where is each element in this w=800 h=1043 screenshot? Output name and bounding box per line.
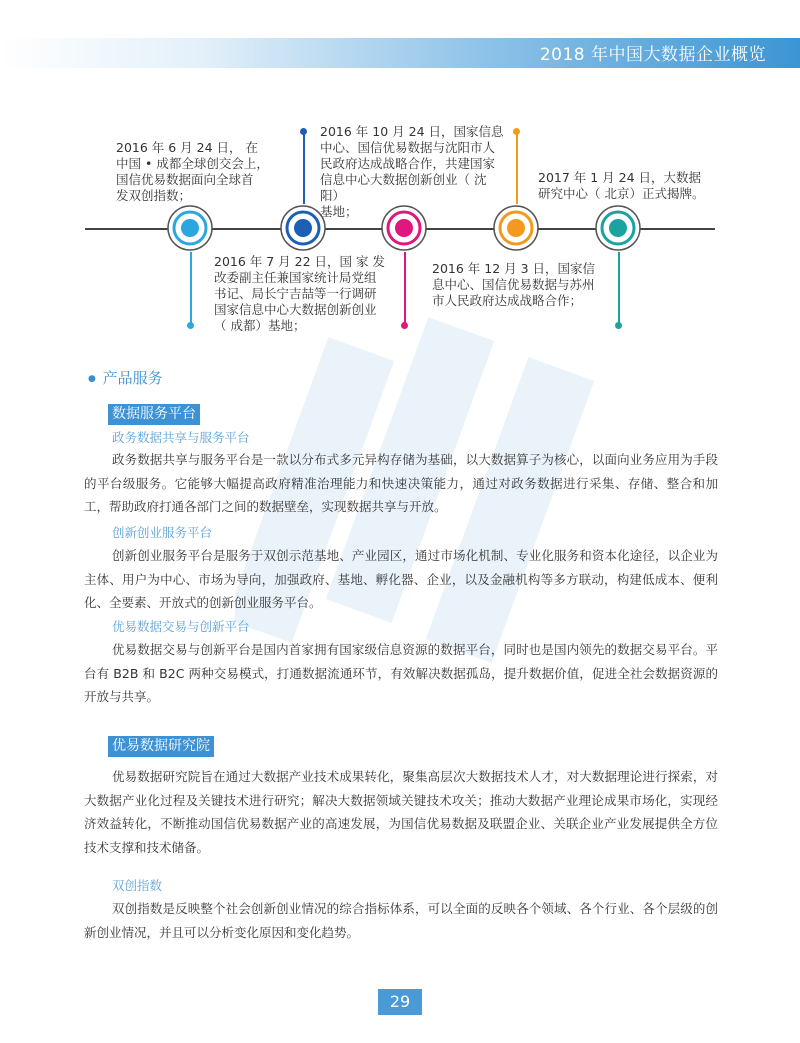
timeline-text-4: 2016 年 12 月 3 日，国家信 息中心、国信优易数据与苏州 市人民政府达成战略合作； [432, 261, 596, 308]
timeline-stem-2 [303, 132, 305, 204]
timeline-text-1: 2016 年 6 月 24 日， 在 中国 • 成都全球创交会上， 国信优易数据面向全球首 发双创指数； [116, 140, 269, 203]
page-number: 29 [378, 989, 422, 1015]
timeline-text-3: 2016 年 10 月 24 日，国家信息 中心、国信优易数据与沈阳市人 民政府达成战略合作，共建国家 信息中心大数据创新创业（ 沈阳） 基地； [320, 124, 504, 219]
para-gov-platform: 政务数据共享与服务平台是一款以分布式多元异构存储为基础，以大数据算子为核心，以面向业务应用为手段的平台级服务。它能够大幅提高政府精准治理能力和快速决策能力，通过对政务数据进行采集、存储、整合和加工，帮助政府打通各部门之间的数据壁垒，实现数据共享与开放。 [84, 452, 718, 514]
subtitle-innovation-platform: 创新创业服务平台 [112, 525, 213, 540]
timeline-dot-4 [513, 128, 520, 135]
timeline-text-5: 2017 年 1 月 24 日，大数据 研究中心（ 北京）正式揭牌。 [538, 170, 705, 201]
subtitle-index: 双创指数 [112, 878, 163, 893]
timeline-dot-2 [300, 128, 307, 135]
subtitle-trade-platform: 优易数据交易与创新平台 [112, 619, 250, 634]
timeline-dot-3 [401, 322, 408, 329]
timeline-node-1-icon [166, 204, 214, 252]
timeline-node-4-icon [492, 204, 540, 252]
para-index: 双创指数是反映整个社会创新创业情况的综合指标体系，可以全面的反映各个领域、各个行业、各个层级的创新创业情况，并且可以分析变化原因和变化趋势。 [84, 901, 718, 940]
section-title-text: 产品服务 [102, 369, 163, 387]
para-institute: 优易数据研究院旨在通过大数据产业技术成果转化，聚集高层次大数据技术人才，对大数据理论进行探索，对大数据产业化过程及关键技术进行研究；解决大数据领域关键技术攻关；推动大数据产业理论成果市场化，实现经济效益转化，不断推动国信优易数据产业的高速发展，为国信优易数据及联盟企业、关联企业产业发展提供全方位技术支撑和技术储备。 [84, 769, 718, 855]
subtitle-gov-platform: 政务数据共享与服务平台 [112, 430, 250, 445]
timeline-stem-3 [404, 252, 406, 324]
timeline-text-2: 2016 年 7 月 22 日，国 家 发 改委副主任兼国家统计局党组 书记、局长宁吉喆等一行调研 国家信息中心大数据创新创业 （ 成都）基地； [214, 254, 385, 333]
tag-data-platform: 数据服务平台 [108, 404, 200, 425]
timeline-stem-1 [190, 252, 192, 324]
bullet-icon: ● [88, 373, 96, 384]
timeline-dot-1 [187, 322, 194, 329]
timeline-stem-5 [618, 252, 620, 324]
section-title [88, 367, 163, 388]
para-trade-platform: 优易数据交易与创新平台是国内首家拥有国家级信息资源的数据平台，同时也是国内领先的数据交易平台。平台有 B2B 和 B2C 两种交易模式，打通数据流通环节，有效解决数据孤岛，提升数据价值，促进全社会数据资源的开放与共享。 [84, 642, 718, 704]
para-innovation-platform: 创新创业服务平台是服务于双创示范基地、产业园区，通过市场化机制、专业化服务和资本化途径，以企业为主体、用户为中心、市场为导向，加强政府、基地、孵化器、企业，以及金融机构等多方联动，构建低成本、便利化、全要素、开放式的创新创业服务平台。 [84, 548, 718, 610]
tag-institute: 优易数据研究院 [108, 736, 214, 757]
timeline-node-5-icon [594, 204, 642, 252]
page-header-title: 2018 年中国大数据企业概览 [539, 45, 766, 65]
timeline-dot-5 [615, 322, 622, 329]
timeline-stem-4 [516, 132, 518, 204]
